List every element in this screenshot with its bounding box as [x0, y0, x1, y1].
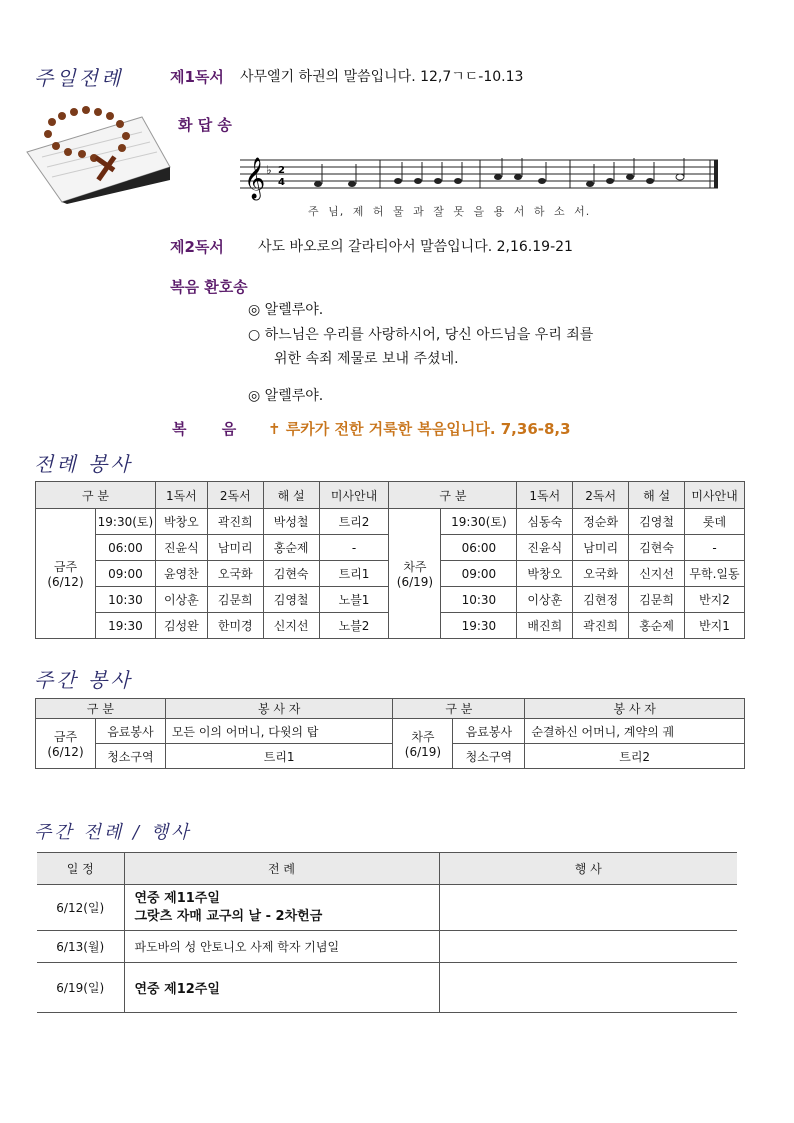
header-liturgy: 전 례 — [124, 853, 439, 885]
header-event: 행 사 — [439, 853, 737, 885]
next-week-cell — [393, 719, 453, 769]
service-title: 전례 봉사 — [34, 452, 133, 476]
alleluia-line-2a: ○ 하느님은 우리를 사랑하시어, 당신 아드님을 우리 죄를 — [248, 327, 594, 343]
alleluia-line-3: ◎ 알렐루야. — [248, 388, 324, 404]
cell: 6/13(월) — [37, 931, 124, 963]
cell: 10:30 — [441, 587, 517, 613]
table-row — [36, 509, 745, 535]
cell: 음료봉사 — [453, 719, 525, 744]
cell: 진윤식 — [517, 535, 573, 561]
cell: 09:00 — [95, 561, 155, 587]
cell: 모든 이의 어머니, 다윗의 탑 — [165, 719, 393, 744]
cell: 19:30(토) — [95, 509, 155, 535]
cell: 홍순제 — [263, 535, 319, 561]
header-commentary: 해 설 — [263, 482, 319, 509]
cell: 연중 제12주일 — [124, 963, 439, 1013]
cell: 박성철 — [263, 509, 319, 535]
cell: 김영철 — [629, 509, 685, 535]
header-volunteer: 봉 사 자 — [525, 699, 745, 719]
events-header-row — [37, 853, 737, 885]
cell — [439, 963, 737, 1013]
cell: 김영철 — [263, 587, 319, 613]
cell: 곽진희 — [573, 613, 629, 639]
psalm-lyrics: 주 님, 제 허 물 과 잘 못 을 용 서 하 소 서. — [308, 205, 591, 218]
cell: 김문희 — [207, 587, 263, 613]
header-usher: 미사안내 — [319, 482, 389, 509]
cell: 09:00 — [441, 561, 517, 587]
cell: 신지선 — [263, 613, 319, 639]
events-table — [37, 852, 737, 1013]
table-row — [36, 744, 745, 769]
cell: 남미리 — [573, 535, 629, 561]
header-reading2: 2독서 — [207, 482, 263, 509]
table-row — [37, 963, 737, 1013]
reading1-text: 사무엘기 하권의 말씀입니다. 12,7ㄱㄷ-10.13 — [240, 69, 524, 85]
cell: 곽진희 — [207, 509, 263, 535]
cell: 박창오 — [517, 561, 573, 587]
service-table — [35, 481, 745, 639]
cell: 6/19(일) — [37, 963, 124, 1013]
cell: 음료봉사 — [95, 719, 165, 744]
cell: 박창오 — [155, 509, 207, 535]
cell: 홍순제 — [629, 613, 685, 639]
header-gubun: 구 분 — [389, 482, 517, 509]
cell: 트리1 — [319, 561, 389, 587]
alleluia-line-1: ◎ 알렐루야. — [248, 302, 324, 318]
cell: 심동숙 — [517, 509, 573, 535]
header-commentary: 해 설 — [629, 482, 685, 509]
cell: 19:30 — [441, 613, 517, 639]
weekly-title: 주간 봉사 — [34, 668, 133, 692]
cell: 트리1 — [165, 744, 393, 769]
next-week-date: (6/19) — [404, 745, 442, 759]
reading2-label: 제2독서 — [170, 238, 224, 256]
cell: 한미경 — [207, 613, 263, 639]
table-row — [37, 885, 737, 931]
header-gubun: 구 분 — [36, 699, 166, 719]
psalm-label: 화 답 송 — [178, 116, 232, 134]
cell: 트리2 — [525, 744, 745, 769]
cell: - — [685, 535, 745, 561]
next-week-label: 차주 — [411, 730, 435, 744]
header-usher: 미사안내 — [685, 482, 745, 509]
this-week-label: 금주 — [53, 730, 78, 744]
header-date: 일 정 — [37, 853, 124, 885]
this-week-date: (6/12) — [47, 575, 84, 589]
header-reading2: 2독서 — [573, 482, 629, 509]
alleluia-label: 복음 환호송 — [170, 278, 248, 296]
alleluia-line-2b: 위한 속죄 제물로 보내 주셨네. — [274, 351, 459, 367]
cell: 노블1 — [319, 587, 389, 613]
gospel-label: 복 음 — [172, 420, 237, 438]
cell: 김문희 — [629, 587, 685, 613]
rosary-bible-image — [22, 92, 172, 204]
cell: 노블2 — [319, 613, 389, 639]
this-week-date: (6/12) — [47, 745, 84, 759]
cell — [439, 885, 737, 931]
table-row — [36, 719, 745, 744]
weekly-header-row — [36, 699, 745, 719]
cell: 롯데 — [685, 509, 745, 535]
liturgy-title: 주일전례 — [34, 66, 124, 90]
weekly-table — [35, 698, 745, 769]
cell: - — [319, 535, 389, 561]
this-week-label: 금주 — [53, 560, 78, 574]
header-volunteer: 봉 사 자 — [165, 699, 393, 719]
cell — [124, 885, 439, 931]
cell: 오국화 — [573, 561, 629, 587]
cell: 파도바의 성 안토니오 사제 학자 기념일 — [124, 931, 439, 963]
cell: 배진희 — [517, 613, 573, 639]
cell: 남미리 — [207, 535, 263, 561]
cell: 트리2 — [319, 509, 389, 535]
cell: 청소구역 — [453, 744, 525, 769]
cell: 신지선 — [629, 561, 685, 587]
cell: 06:00 — [95, 535, 155, 561]
next-week-date: (6/19) — [396, 575, 434, 589]
header-gubun: 구 분 — [393, 699, 525, 719]
cell: 순결하신 어머니, 계약의 궤 — [525, 719, 745, 744]
cell: 무학.일동 — [685, 561, 745, 587]
svg-text:𝄞: 𝄞 — [244, 158, 266, 199]
reading1-label: 제1독서 — [170, 68, 224, 86]
header-reading1: 1독서 — [517, 482, 573, 509]
cell: 이상훈 — [517, 587, 573, 613]
cell: 19:30(토) — [441, 509, 517, 535]
svg-text:♭: ♭ — [266, 163, 272, 177]
cell: 19:30 — [95, 613, 155, 639]
cell: 이상훈 — [155, 587, 207, 613]
cell: 06:00 — [441, 535, 517, 561]
cell: 6/12(일) — [37, 885, 124, 931]
cell: 진윤식 — [155, 535, 207, 561]
cell: 청소구역 — [95, 744, 165, 769]
reading2-text: 사도 바오로의 갈라티아서 말씀입니다. 2,16.19-21 — [258, 239, 573, 255]
header-reading1: 1독서 — [155, 482, 207, 509]
header-gubun: 구 분 — [36, 482, 156, 509]
cell: 김현숙 — [629, 535, 685, 561]
music-staff — [240, 152, 720, 202]
next-week-label: 차주 — [403, 560, 427, 574]
service-header-row — [36, 482, 745, 509]
event-line: 그랏츠 자매 교구의 날 - 2차헌금 — [134, 908, 323, 924]
cell: 정순화 — [573, 509, 629, 535]
cell: 윤영찬 — [155, 561, 207, 587]
this-week-cell — [36, 509, 96, 639]
event-line: 연중 제11주일 — [134, 890, 220, 906]
events-title: 주간 전례 / 행사 — [34, 822, 192, 843]
gospel-text: ✝ 루카가 전한 거룩한 복음입니다. 7,36-8,3 — [268, 420, 571, 438]
svg-text:4: 4 — [278, 177, 285, 188]
cell: 김현숙 — [263, 561, 319, 587]
cell: 10:30 — [95, 587, 155, 613]
this-week-cell — [36, 719, 96, 769]
next-week-cell — [389, 509, 441, 639]
cell: 김성완 — [155, 613, 207, 639]
cell — [439, 931, 737, 963]
cell: 반지1 — [685, 613, 745, 639]
cell: 오국화 — [207, 561, 263, 587]
svg-text:2: 2 — [278, 165, 285, 176]
table-row — [37, 931, 737, 963]
cell: 김현정 — [573, 587, 629, 613]
cell: 반지2 — [685, 587, 745, 613]
